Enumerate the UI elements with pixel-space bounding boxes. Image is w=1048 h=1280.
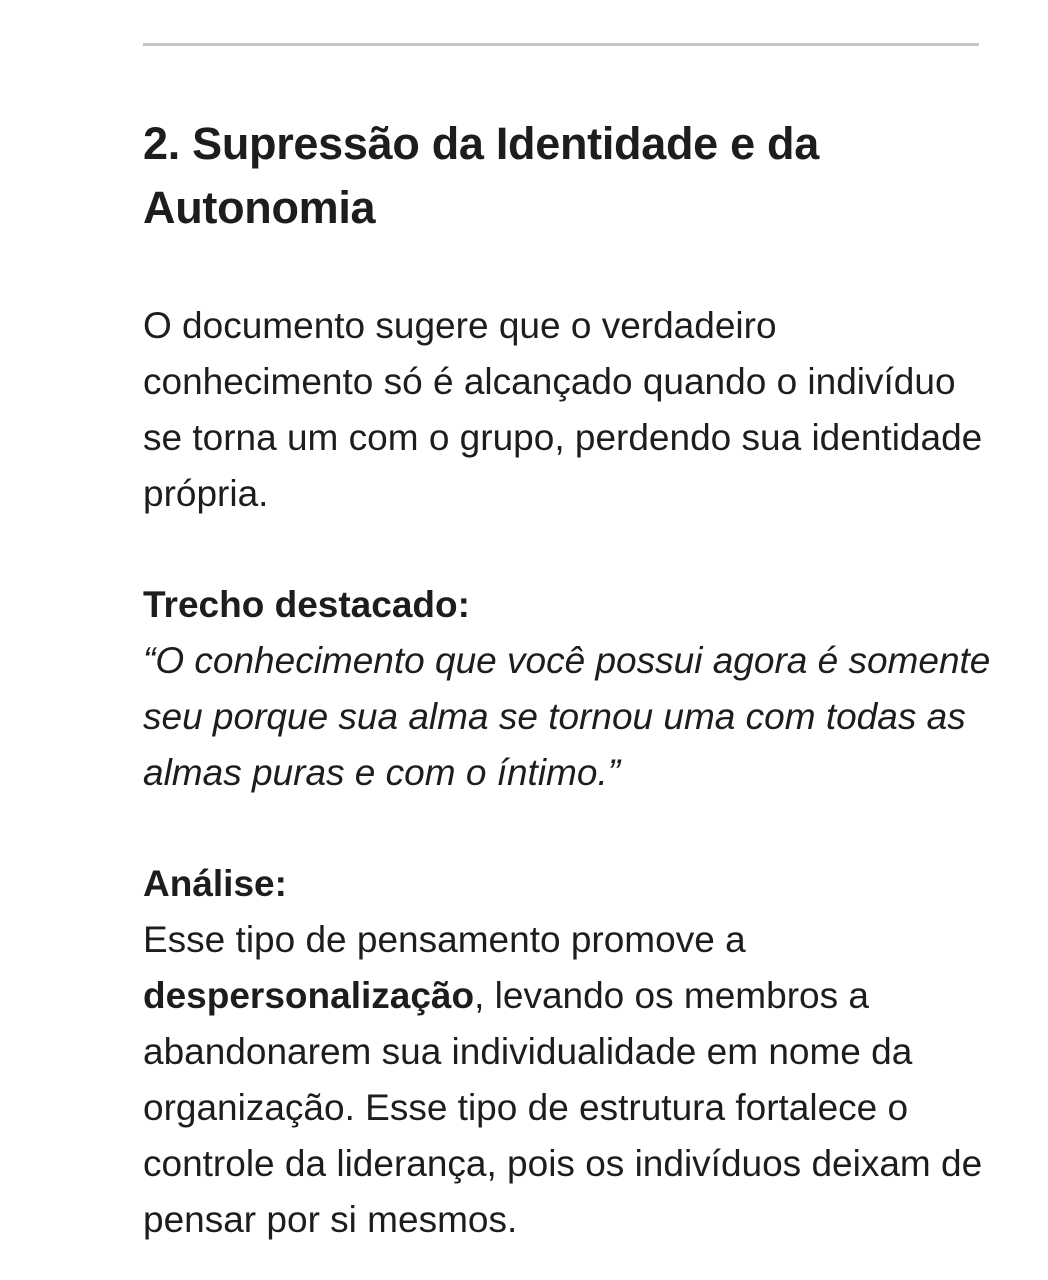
top-divider [143,43,979,46]
excerpt-quote: “O conhecimento que você possui agora é somente seu porque sua alma se tornou uma com todas as almas puras e com o íntimo.” [143,640,991,793]
analysis-emphasis: despersonalização [143,975,475,1016]
intro-paragraph: O documento sugere que o verdadeiro conhecimento só é alcançado quando o indivíduo se torna um com o grupo, perdendo sua identidade própria. [143,305,983,514]
analysis-paragraph [143,912,993,1248]
analysis-label: Análise: [143,863,287,904]
analysis-text-start: Esse tipo de pensamento promove a [143,919,746,960]
document-section [143,112,993,1248]
analysis-text-end: , levando os membros a abandonarem sua individualidade em nome da organização. Esse tipo de estrutura fortalece o controle da liderança, pois os indivíduos deixam de pensar por si mesmos. [143,975,983,1240]
section-heading: 2. Supressão da Identidade e da Autonomia [143,118,819,233]
excerpt-label: Trecho destacado: [143,584,470,625]
